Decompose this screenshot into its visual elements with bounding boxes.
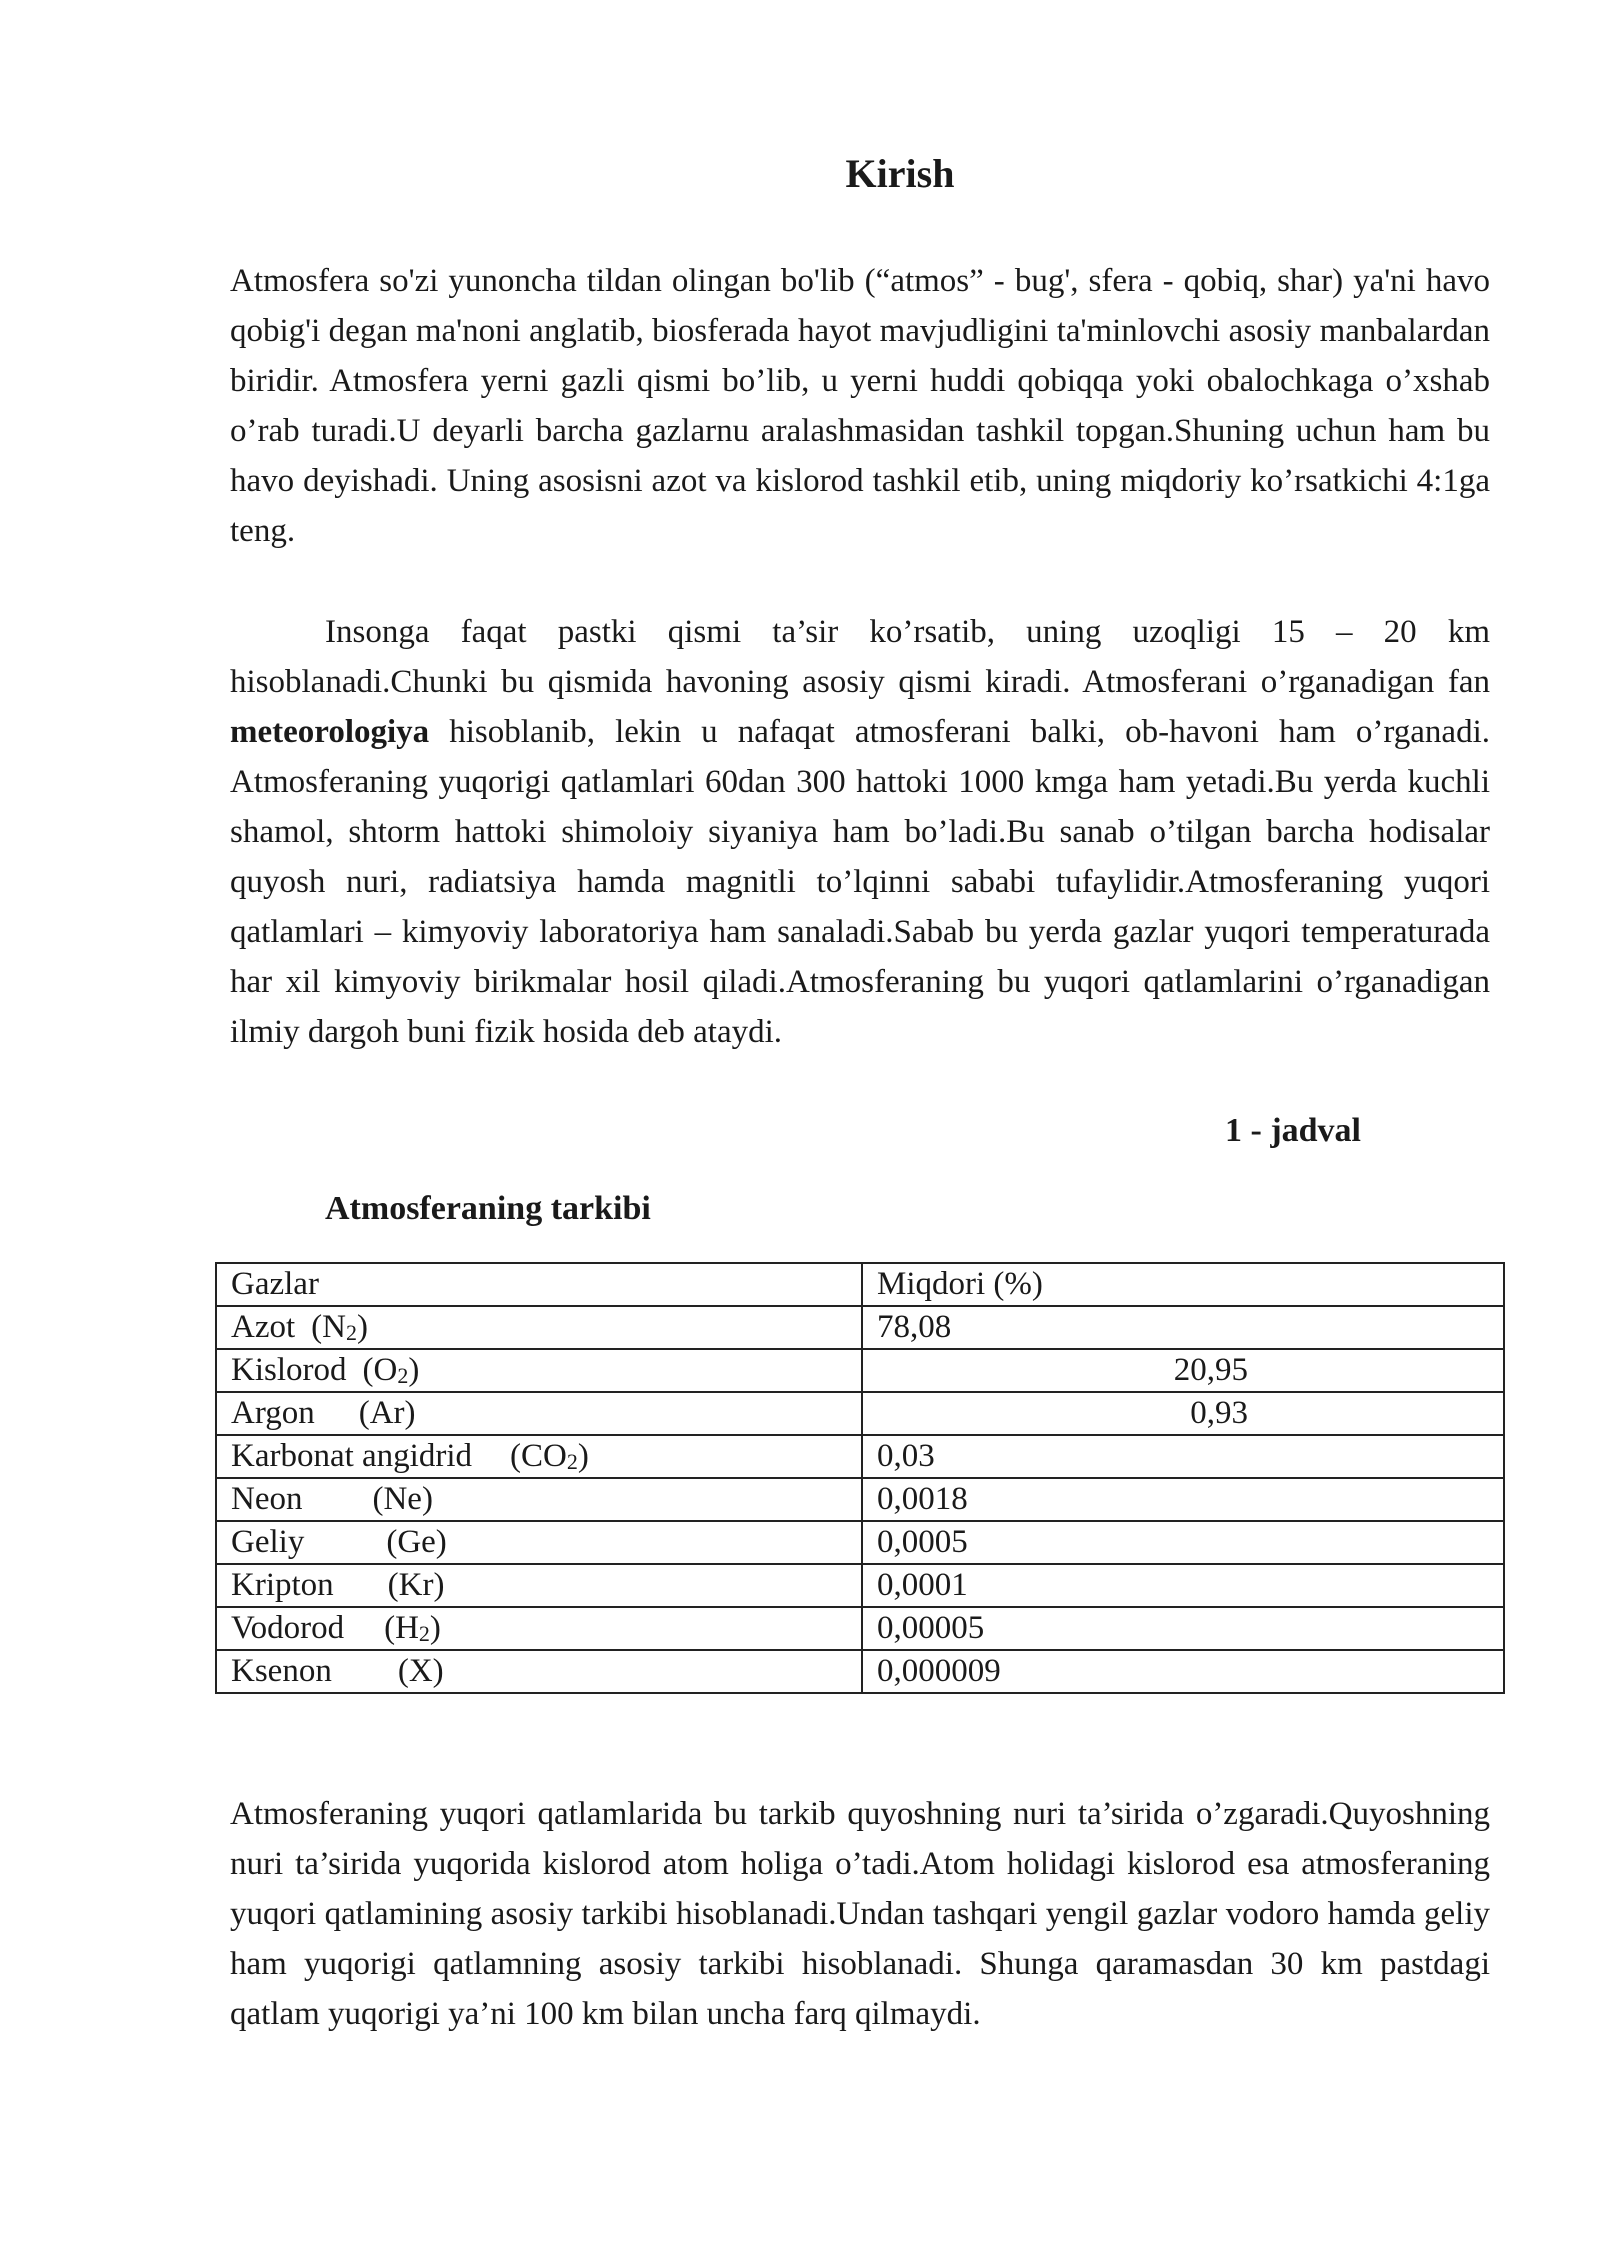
gas-name: Ksenon — [231, 1653, 332, 1689]
gas-name-cell — [216, 1521, 862, 1564]
gas-value-cell: 0,00005 — [862, 1607, 1504, 1650]
gas-formula: (N — [311, 1309, 346, 1345]
gas-formula: (X) — [397, 1653, 444, 1689]
gas-formula: ) — [356, 1309, 368, 1345]
gas-value-cell: 78,08 — [862, 1306, 1504, 1349]
gas-name-cell — [216, 1349, 862, 1392]
gas-formula: (CO — [510, 1438, 567, 1474]
gas-name-cell — [216, 1435, 862, 1478]
formula-subscript: 2 — [345, 1320, 357, 1345]
gas-name-cell — [216, 1306, 862, 1349]
table-row — [216, 1349, 1504, 1392]
table-row — [216, 1478, 1504, 1521]
gas-name: Kripton — [231, 1567, 334, 1603]
gas-value-cell: 0,0005 — [862, 1521, 1504, 1564]
gas-name: Geliy — [231, 1524, 305, 1560]
gas-formula: (Kr) — [387, 1567, 445, 1603]
table-row — [216, 1521, 1504, 1564]
gas-name-cell — [216, 1650, 862, 1693]
gas-name: Vodorod — [231, 1610, 345, 1646]
gas-formula: (Ne) — [372, 1481, 433, 1517]
gas-value-cell: 0,0001 — [862, 1564, 1504, 1607]
paragraph-text: Insonga faqat pastki qismi ta’sir ko’rsatib, uning uzoqligi 15 – 20 km hisoblanadi.Chunki bu qismida havoning asosiy qismi kiradi. Atmosferani o’rganadigan fan — [230, 614, 1490, 700]
intro-paragraph: Atmosfera so'zi yunoncha tildan olingan bo'lib (“atmos” - bug', sfera - qobiq, shar) ya'ni havo qobig'i degan ma'noni anglatib, biosferada hayot mavjudligini ta'minlovchi asosiy manbalardan biridir. Atmosfera yerni gazli qismi bo’lib, u yerni huddi qobiqqa yoki obalochkaga o’xshab o’rab turadi.U deyarli barcha gazlarnu aralashmasidan tashkil topgan.Shuning uchun ham bu havo deyishadi. Uning asosisni azot va kislorod tashkil etib, uning miqdoriy ko’rsatkichi 4:1ga teng. — [230, 263, 1490, 549]
gas-name: Karbonat angidrid — [231, 1438, 473, 1474]
gas-composition-table — [215, 1262, 1505, 1694]
paragraph-text: hisoblanib, lekin u nafaqat atmosferani balki, ob-havoni ham o’rganadi. Atmosferaning yuqorigi qatlamlari 60dan 300 hattoki 1000 kmga ham yetadi.Bu yerda kuchli shamol, shtorm hattoki shimoloiy siyaniya ham bo’ladi.Bu sanab o’tilgan barcha hodisalar quyosh nuri, radiatsiya hamda magnitli to’lqinni sababi tufaylidir.Atmosferaning yuqori qatlamlari – kimyoviy laboratoriya ham sanaladi.Sabab bu yerda gazlar yuqori temperaturada har xil kimyoviy birikmalar hosil qiladi.Atmosferaning bu yuqori qatlamlarini o’rganadigan ilmiy dargoh buni fizik hosida deb ataydi. — [230, 714, 1490, 1050]
gas-formula: ) — [577, 1438, 589, 1474]
gas-name: Azot — [231, 1309, 296, 1345]
table-row — [216, 1564, 1504, 1607]
gas-formula: (O — [362, 1352, 398, 1388]
table-row — [216, 1392, 1504, 1435]
header-cell: Gazlar — [216, 1263, 862, 1306]
gas-name: Kislorod — [231, 1352, 347, 1388]
gas-name: Neon — [231, 1481, 303, 1517]
table-row — [216, 1650, 1504, 1693]
gas-name-cell — [216, 1392, 862, 1435]
closing-paragraph: Atmosferaning yuqori qatlamlarida bu tarkib quyoshning nuri ta’sirida o’zgaradi.Quyoshning nuri ta’sirida yuqorida kislorod atom holiga o’tadi.Atom holidagi kislorod esa atmosferaning yuqori qatlamining asosiy tarkibi hisoblanadi.Undan tashqari yengil gazlar vodoro hamda geliy ham yuqorigi qatlamning asosiy tarkibi hisoblanadi. Shunga qaramasdan 30 km pastdagi qatlam yuqorigi ya’ni 100 km bilan uncha farq qilmaydi. — [230, 1796, 1490, 2032]
formula-subscript: 2 — [566, 1449, 578, 1474]
second-paragraph — [230, 607, 1490, 1057]
gas-name-cell — [216, 1564, 862, 1607]
gas-value-cell: 0,0018 — [862, 1478, 1504, 1521]
table-row — [216, 1306, 1504, 1349]
table-row — [216, 1607, 1504, 1650]
page-title: Kirish — [845, 151, 955, 196]
gas-name-cell — [216, 1607, 862, 1650]
gas-formula: (H — [384, 1610, 419, 1646]
gas-value-cell: 20,95 — [862, 1349, 1504, 1392]
table-header-row — [216, 1263, 1504, 1306]
gas-formula: ) — [429, 1610, 441, 1646]
formula-subscript: 2 — [418, 1621, 430, 1646]
gas-name: Argon — [231, 1395, 315, 1431]
gas-value-cell: 0,03 — [862, 1435, 1504, 1478]
bold-term: meteorologiya — [230, 714, 430, 750]
gas-value-cell: 0,000009 — [862, 1650, 1504, 1693]
gas-value-cell: 0,93 — [862, 1392, 1504, 1435]
table-row — [216, 1435, 1504, 1478]
table-caption: Atmosferaning tarkibi — [325, 1190, 651, 1227]
gas-formula: ) — [408, 1352, 420, 1388]
header-cell: Miqdori (%) — [862, 1263, 1504, 1306]
table-number: 1 - jadval — [1225, 1112, 1361, 1149]
gas-formula: (Ar) — [358, 1395, 416, 1431]
gas-formula: (Ge) — [386, 1524, 447, 1560]
gas-name-cell — [216, 1478, 862, 1521]
formula-subscript: 2 — [397, 1363, 409, 1388]
